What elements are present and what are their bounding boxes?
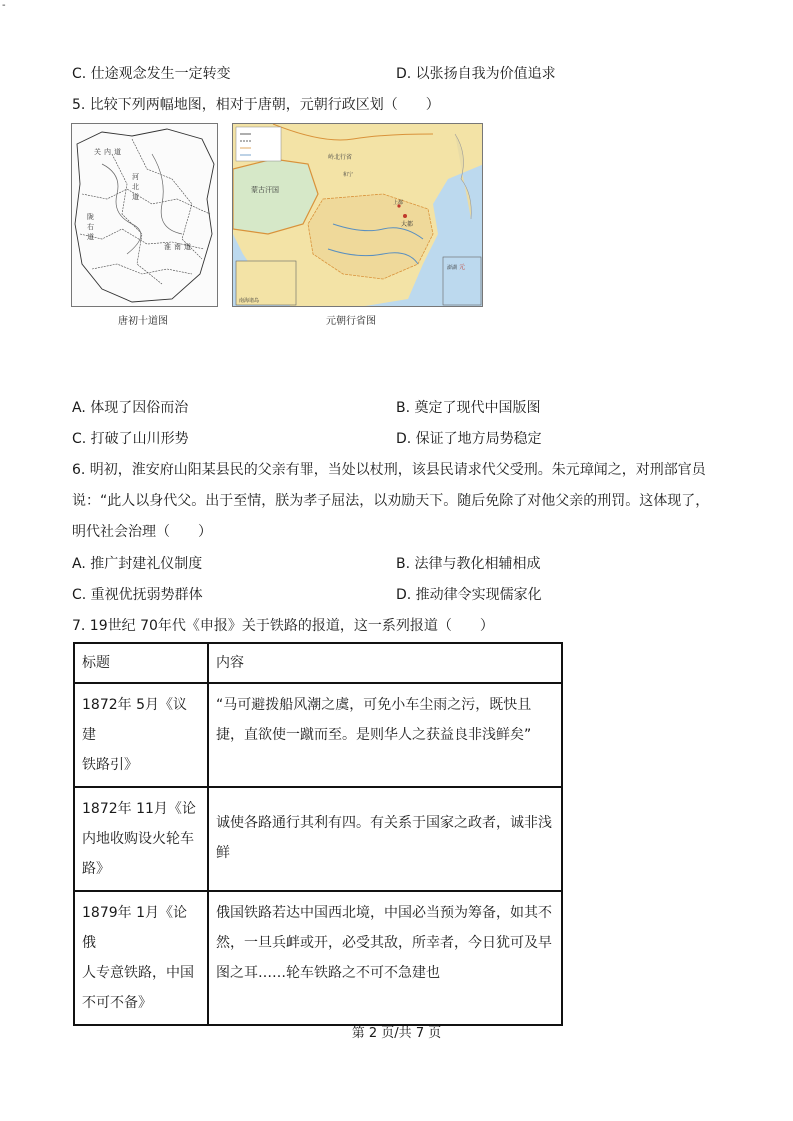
yuan-map-label: 元 <box>459 264 466 271</box>
tang-map-label: 道 <box>132 193 139 201</box>
q5-option-c: C. 打破了山川形势 <box>72 431 189 447</box>
yuan-map-label: 南海诸岛 <box>239 298 260 304</box>
row-content-line: 捷，直欲使一蹴而至。是则华人之获益良非浅鲜矣” <box>216 727 532 743</box>
corner-mark: - <box>2 0 6 11</box>
table-header-row <box>74 643 562 683</box>
tang-map-label: 河 <box>132 173 139 181</box>
table-row <box>74 787 562 891</box>
railway-reports-table <box>73 642 563 1026</box>
row-content-line: 然，一旦兵衅或开，必受其敌，所幸者，今日犹可及早 <box>216 935 552 951</box>
tang-map-label: 内 <box>104 148 111 156</box>
q5-option-b: B. 奠定了现代中国版图 <box>396 400 541 416</box>
tang-map-label: 北 <box>132 183 139 191</box>
row-content-line: 俄国铁路若达中国西北境，中国必当预为筹备，如其不 <box>216 905 552 921</box>
row-content-line: 诚使各路通行其利有四。有关系于国家之政者，诚非浅 <box>216 815 552 831</box>
row-content-line: 鲜 <box>216 845 230 861</box>
q6-stem-line1: 6. 明初，淮安府山阳某县民的父亲有罪，当处以杖刑，该县民请求代父受刑。朱元璋闻之，对刑部官员 <box>72 462 706 478</box>
q6-option-c: C. 重视优抚弱势群体 <box>72 587 203 603</box>
row-title-line: 1872年 5月《议建 <box>82 697 187 743</box>
tang-map-label: 道 <box>184 243 191 251</box>
tang-map-label: 南 <box>174 243 181 251</box>
row-title-line: 内地收购设火轮车 <box>82 831 194 847</box>
tang-map-label: 道 <box>87 233 94 241</box>
tang-map-label: 道 <box>114 148 121 156</box>
row-title <box>74 891 208 1025</box>
row-title-line: 铁路引》 <box>82 757 138 773</box>
q4-option-c: C. 仕途观念发生一定转变 <box>72 66 231 82</box>
q5-stem: 5. 比较下列两幅地图，相对于唐朝，元朝行政区划（ ） <box>72 97 440 113</box>
tang-map-label: 关 <box>94 148 101 156</box>
q6-option-b: B. 法律与教化相辅相成 <box>396 556 541 572</box>
tang-map-label: 淮 <box>164 243 171 251</box>
row-content-line: “马可避拨船风潮之虞，可免小车尘雨之污，既快且 <box>216 697 532 713</box>
q7-stem: 7. 19世纪 70年代《申报》关于铁路的报道，这一系列报道（ ） <box>72 618 494 634</box>
row-title-line: 路》 <box>82 861 110 877</box>
q6-option-d: D. 推动律令实现儒家化 <box>396 587 542 603</box>
q5-option-d: D. 保证了地方局势稳定 <box>396 431 542 447</box>
row-title-line: 人专意铁路，中国 <box>82 965 194 981</box>
header-content: 内容 <box>208 643 562 683</box>
yuan-map-label: 岭北行省 <box>328 154 353 161</box>
tang-map-drawing <box>72 124 218 307</box>
q6-stem-line3: 明代社会治理（ ） <box>72 524 212 540</box>
yuan-map-label: 蒙古汗国 <box>251 186 279 194</box>
tang-circuits-map <box>71 123 218 307</box>
yuan-provinces-map <box>232 123 483 307</box>
page-footer: 第 2 页/共 7 页 <box>351 1026 442 1041</box>
q4-option-d: D. 以张扬自我为价值追求 <box>396 66 556 82</box>
row-content-line: 图之耳……轮车铁路之不可不急建也 <box>216 965 440 981</box>
row-title <box>74 787 208 891</box>
table-row <box>74 683 562 787</box>
row-content <box>208 787 562 891</box>
row-content <box>208 891 562 1025</box>
yuan-map-drawing <box>233 124 483 307</box>
tang-map-label: 右 <box>87 223 94 231</box>
row-title <box>74 683 208 787</box>
yuan-map-label: 和宁 <box>343 172 354 178</box>
q6-option-a: A. 推广封建礼仪制度 <box>72 556 203 572</box>
header-title: 标题 <box>74 643 208 683</box>
yuan-map-label: 大都 <box>401 221 414 228</box>
map2-caption: 元朝行省图 <box>326 316 376 327</box>
yuan-map-label: 上都 <box>393 200 404 206</box>
q5-option-a: A. 体现了因俗而治 <box>72 400 189 416</box>
row-content <box>208 683 562 787</box>
yuan-map-label: 澎湖 <box>447 265 458 271</box>
row-title-line: 1872年 11月《论 <box>82 801 196 817</box>
row-title-line: 不可不备》 <box>82 995 152 1011</box>
row-title-line: 1879年 1月《论俄 <box>82 905 187 951</box>
table-row <box>74 891 562 1025</box>
map1-caption: 唐初十道图 <box>118 316 168 327</box>
tang-map-label: 陇 <box>87 213 94 221</box>
q6-stem-line2: 说：“此人以身代父。出于至情，朕为孝子屈法，以劝励天下。随后免除了对他父亲的刑罚。这体现了， <box>72 493 710 509</box>
